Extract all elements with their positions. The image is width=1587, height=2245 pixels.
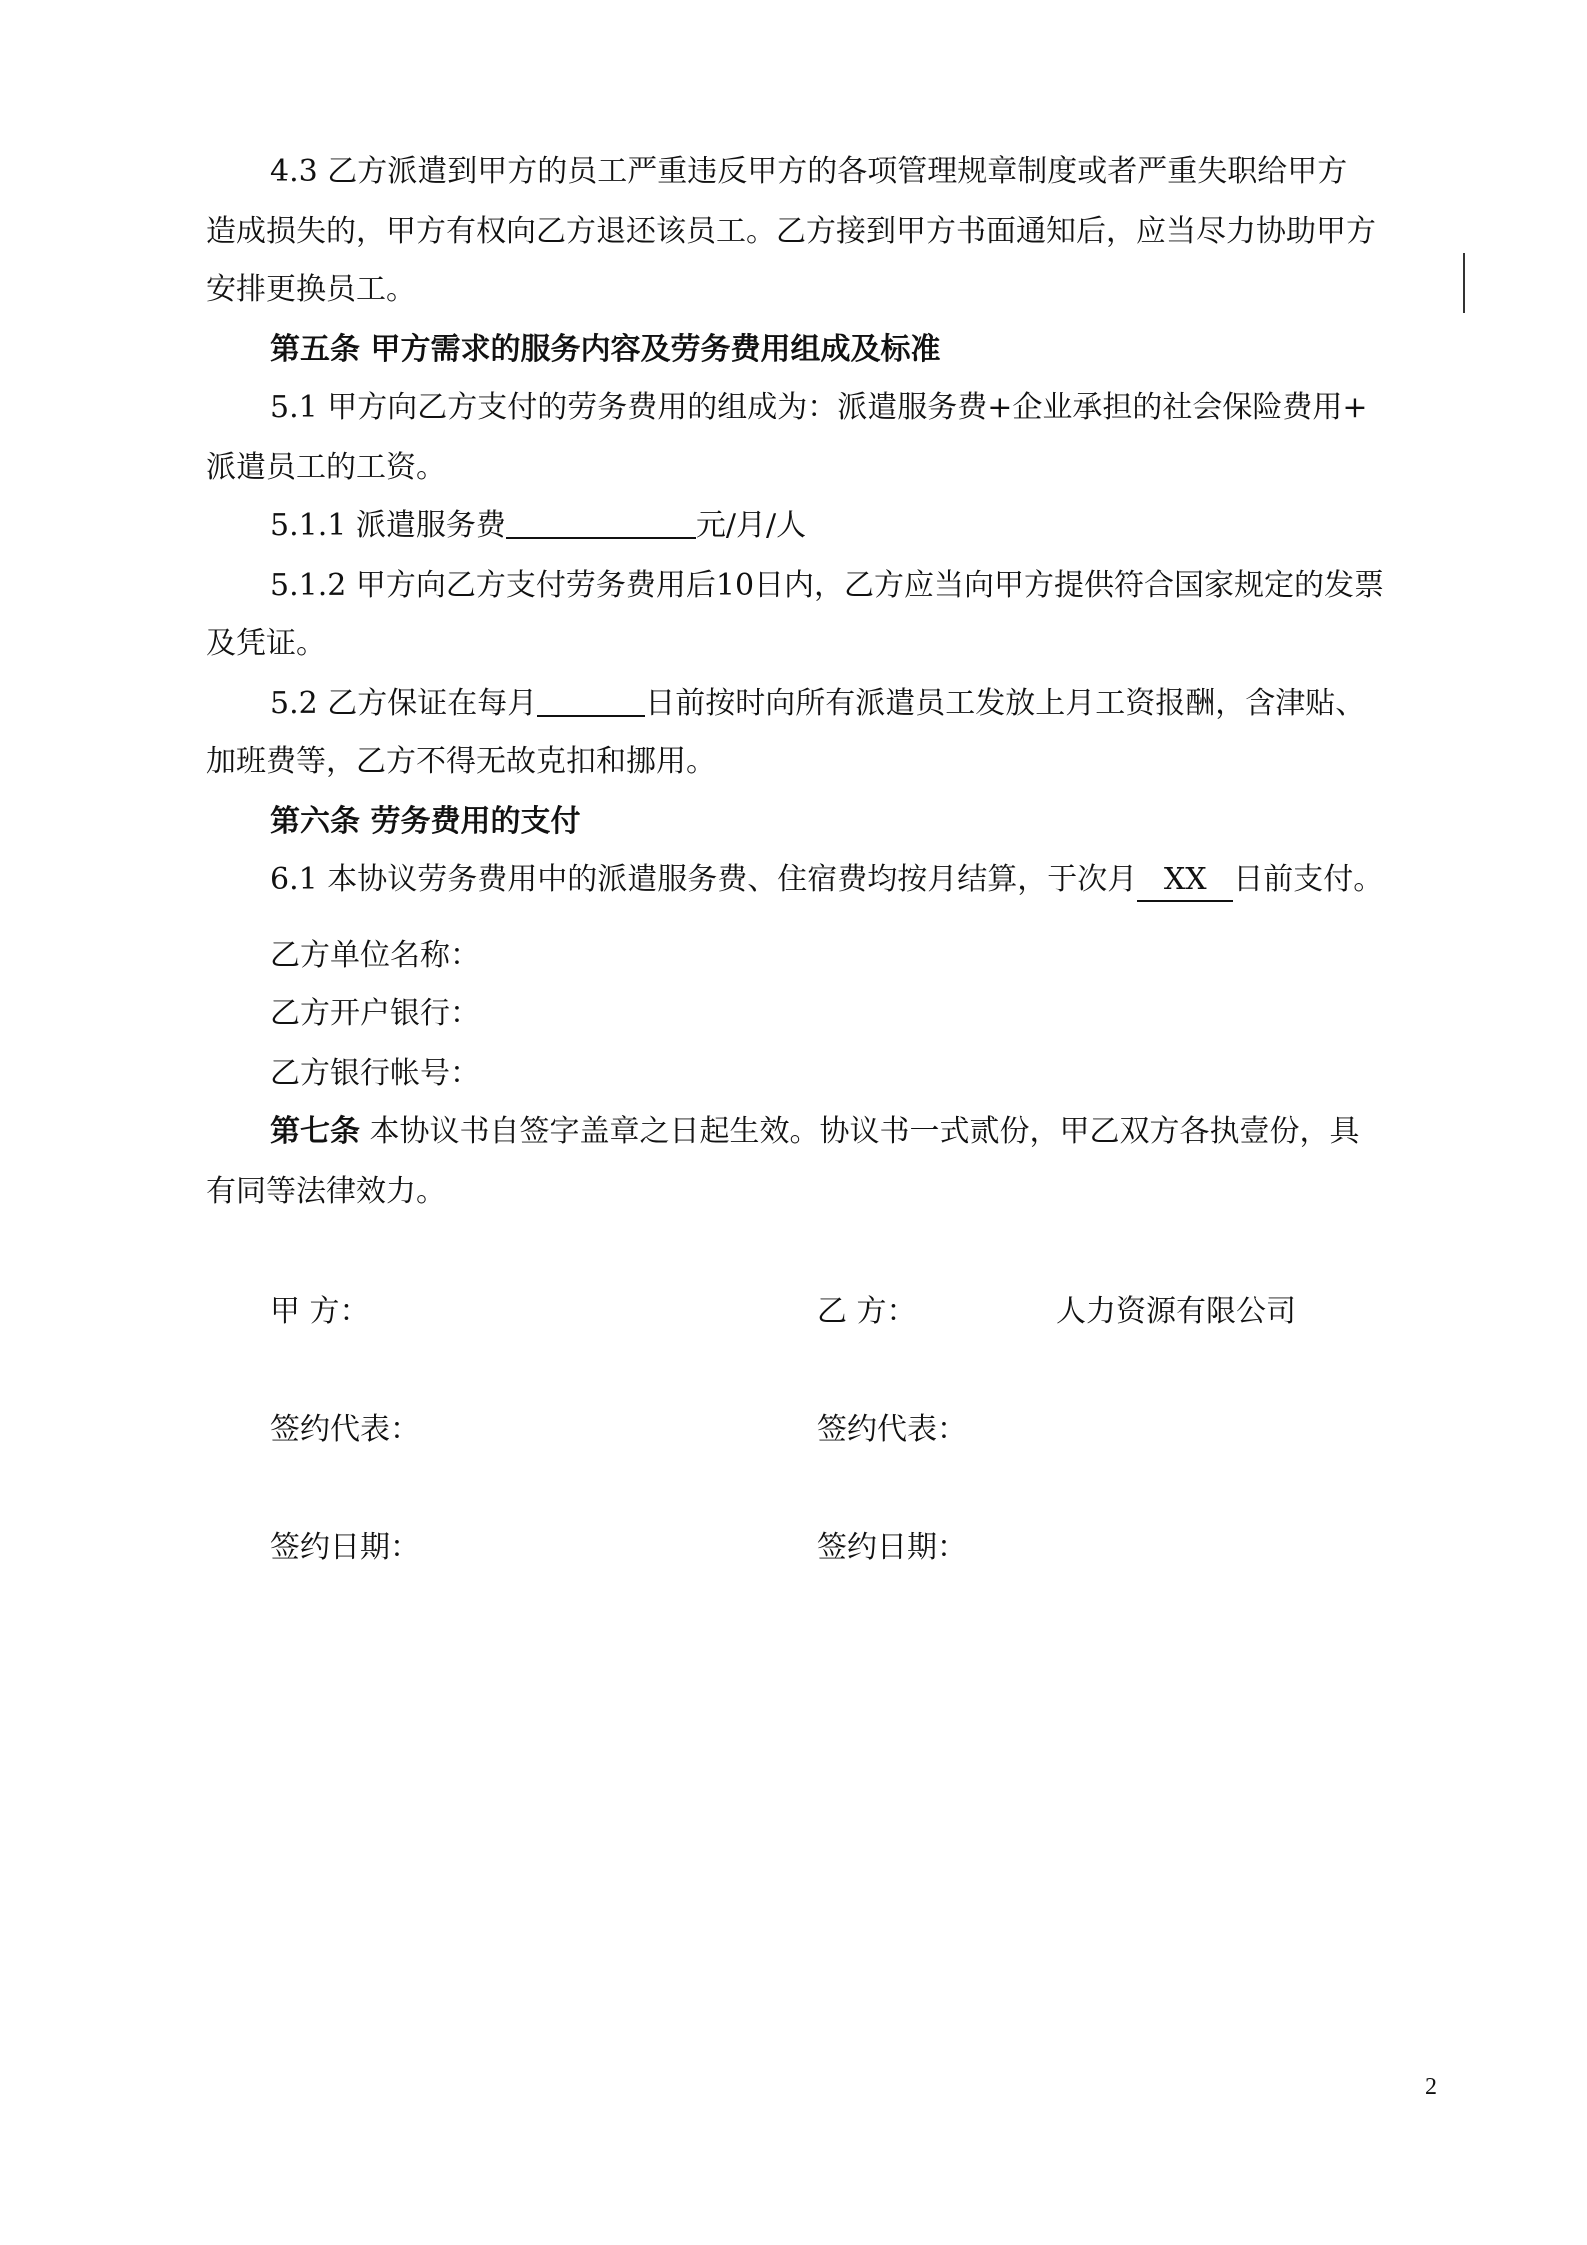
party-b-label: 乙 方： (817, 1294, 917, 1329)
clause-4-3-line3: 安排更换员工。 (206, 272, 416, 307)
party-b-representative-label: 签约代表： (817, 1412, 967, 1447)
bank-name-label: 乙方单位名称： (270, 938, 480, 973)
clause-5-1-1-suffix: 元/月/人 (695, 508, 807, 543)
clause-6-1 (270, 860, 1383, 902)
service-fee-blank (506, 507, 696, 539)
clause-5-1-line1: 5.1 甲方向乙方支付的劳务费用的组成为：派遣服务费+企业承担的社会保险费用+ (270, 390, 1368, 425)
clause-5-2-prefix: 5.2 乙方保证在每月 (270, 686, 538, 721)
party-a-label: 甲 方： (270, 1294, 370, 1329)
clause-5-2-line1 (270, 684, 1365, 724)
clause-5-1-1-prefix: 5.1.1 派遣服务费 (270, 508, 506, 543)
party-b-date-label: 签约日期： (817, 1530, 967, 1565)
article7-text-line1: 本协议书自签字盖章之日起生效。协议书一式贰份，甲乙双方各执壹份，具 (360, 1114, 1360, 1149)
margin-mark (1463, 253, 1465, 313)
article6-heading: 第六条 劳务费用的支付 (270, 804, 581, 839)
clause-5-2-line2: 加班费等，乙方不得无故克扣和挪用。 (206, 744, 716, 779)
clause-5-1-2-line1: 5.1.2 甲方向乙方支付劳务费用后10日内，乙方应当向甲方提供符合国家规定的发票 (270, 568, 1385, 603)
payment-day-blank: XX (1137, 860, 1233, 902)
clause-4-3-line1: 4.3 乙方派遣到甲方的员工严重违反甲方的各项管理规章制度或者严重失职给甲方 (270, 154, 1348, 189)
page-number: 2 (1425, 2074, 1437, 2100)
clause-6-1-suffix: 日前支付。 (1233, 862, 1384, 897)
party-a-date-label: 签约日期： (270, 1530, 420, 1565)
clause-5-1-2-line2: 及凭证。 (206, 626, 326, 661)
clause-5-1-1 (270, 506, 806, 546)
article7-line1 (270, 1112, 1360, 1152)
pay-day-blank (537, 685, 645, 717)
article7-line2: 有同等法律效力。 (206, 1174, 446, 1209)
bank-branch-label: 乙方开户银行： (270, 996, 480, 1031)
article5-heading: 第五条 甲方需求的服务内容及劳务费用组成及标准 (270, 332, 941, 367)
clause-6-1-prefix: 6.1 本协议劳务费用中的派遣服务费、住宿费均按月结算，于次月 (270, 862, 1138, 897)
clause-5-2-suffix: 日前按时向所有派遣员工发放上月工资报酬，含津贴、 (645, 686, 1366, 721)
bank-account-label: 乙方银行帐号： (270, 1056, 480, 1091)
article7-heading: 第七条 (270, 1114, 360, 1149)
party-a-representative-label: 签约代表： (270, 1412, 420, 1447)
clause-4-3-line2: 造成损失的，甲方有权向乙方退还该员工。乙方接到甲方书面通知后，应当尽力协助甲方 (206, 214, 1376, 249)
clause-5-1-line2: 派遣员工的工资。 (206, 450, 446, 485)
party-b-name: 人力资源有限公司 (1056, 1294, 1296, 1329)
